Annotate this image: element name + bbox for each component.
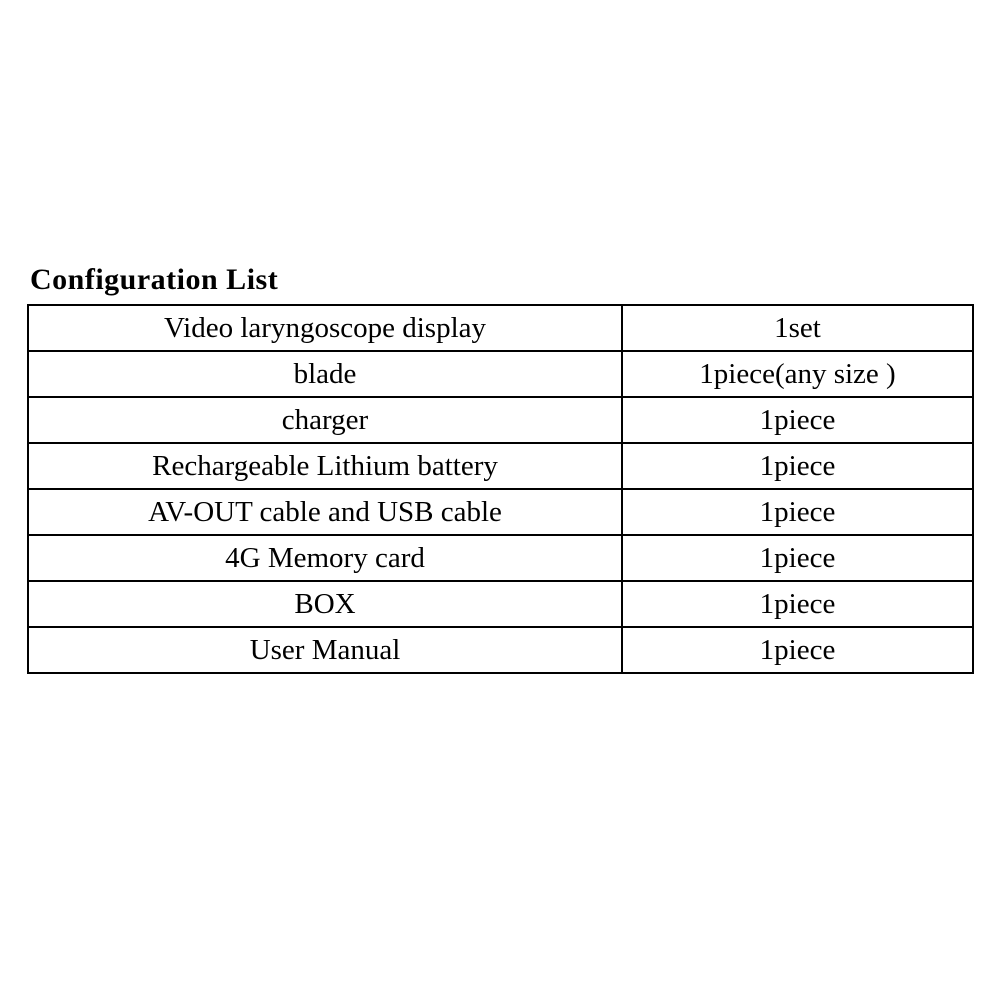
table-row [28,443,973,489]
table-row [28,627,973,673]
table-row [28,305,973,351]
item-name-cell: AV-OUT cable and USB cable [28,489,622,535]
quantity-cell: 1piece [622,489,973,535]
table-row [28,397,973,443]
configuration-table [27,304,974,674]
quantity-cell: 1piece [622,535,973,581]
quantity-cell: 1piece [622,581,973,627]
item-name-cell: BOX [28,581,622,627]
table-row [28,535,973,581]
table-row [28,581,973,627]
quantity-cell: 1piece [622,627,973,673]
item-name-cell: blade [28,351,622,397]
quantity-cell: 1piece(any size ) [622,351,973,397]
item-name-cell: User Manual [28,627,622,673]
item-name-cell: 4G Memory card [28,535,622,581]
item-name-cell: Rechargeable Lithium battery [28,443,622,489]
table-row [28,351,973,397]
configuration-list-title: Configuration List [30,263,279,296]
quantity-cell: 1set [622,305,973,351]
item-name-cell: charger [28,397,622,443]
item-name-cell: Video laryngoscope display [28,305,622,351]
quantity-cell: 1piece [622,397,973,443]
table-row [28,489,973,535]
quantity-cell: 1piece [622,443,973,489]
